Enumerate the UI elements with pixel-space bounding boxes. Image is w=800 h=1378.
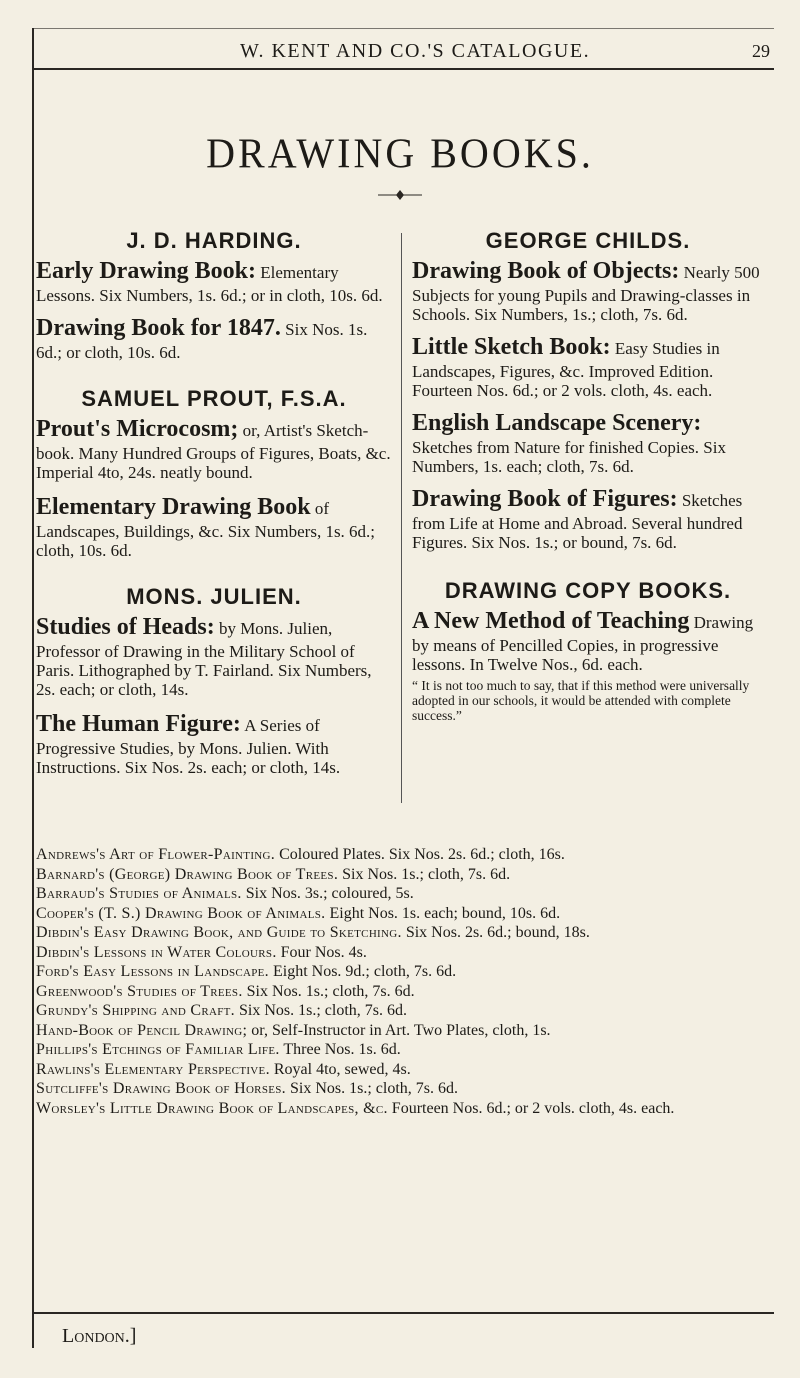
list-item (36, 904, 768, 924)
entry-title: English Landscape Scenery: (412, 410, 702, 436)
author-heading: J. D. HARDING. (126, 228, 302, 253)
entry-title: Studies of Heads: (36, 614, 215, 640)
list-item-title: Greenwood's Studies of Trees. (36, 982, 243, 1000)
catalogue-entry (412, 408, 764, 476)
author-heading: GEORGE CHILDS. (485, 228, 691, 253)
entry-desc: Sketches from Nature for finished Copies. Six Numbers, 1s. each; cloth, 7s. 6d. (412, 438, 726, 476)
entry-desc: Nearly 500 Subjects for young Pupils and Drawing-classes in Schools. Six Numbers, 1s.; cloth, 7s. 6d. (412, 263, 760, 324)
list-item-desc: Six Nos. 3s.; coloured, 5s. (245, 885, 414, 902)
entry-title: A New Method of Teaching (412, 608, 690, 634)
catalogue-entry (36, 313, 392, 362)
list-item (36, 1099, 768, 1119)
header-rule (32, 68, 774, 70)
catalogue-title: W. KENT AND CO.'S CATALOGUE. (239, 39, 591, 62)
catalogue-entry (36, 612, 392, 699)
entry-desc: A Series of Progressive Studies, by Mons. Julien. With Instructions. Six Nos. 2s. each; or cloth, 14s. (36, 716, 341, 777)
entry-desc: of Landscapes, Buildings, &c. Six Numbers, 1s. 6d.; cloth, 10s. 6d. (36, 499, 376, 560)
list-item-desc: Six Nos. 1s.; cloth, 7s. 6d. (342, 865, 511, 883)
footer-imprint: London.] (62, 1325, 137, 1347)
list-item-title: Sutcliffe's Drawing Book of Horses. (36, 1080, 286, 1097)
list-item-title: Grundy's Shipping and Craft. (36, 1002, 235, 1019)
list-item (36, 1021, 768, 1041)
list-item-title: Ford's Easy Lessons in Landscape. (36, 963, 269, 980)
author-heading: MONS. JULIEN. (126, 584, 302, 609)
catalogue-entry (412, 606, 764, 674)
list-item (36, 865, 768, 885)
entry-desc: or, Artist's Sketch-book. Many Hundred Groups of Figures, Boats, &c. Imperial 4to, 24s. neatly bound. (36, 421, 391, 482)
author-heading: DRAWING COPY BOOKS. (444, 578, 732, 603)
entry-desc: Drawing by means of Pencilled Copies, in progressive lessons. In Twelve Nos., 6d. each. (412, 613, 754, 674)
catalogue-entry (36, 414, 392, 482)
catalogue-entry (36, 256, 392, 305)
page-header (60, 36, 770, 66)
drawing-books-list (36, 845, 768, 1118)
list-item (36, 884, 768, 904)
left-column (36, 220, 392, 777)
entry-title: The Human Figure: (36, 711, 241, 737)
entry-desc: Six Nos. 1s. 6d.; or cloth, 10s. 6d. (36, 320, 368, 362)
list-item-desc: Six Nos. 1s.; cloth, 7s. 6d. (246, 982, 415, 1000)
entry-title: Little Sketch Book: (412, 334, 611, 360)
catalogue-entry (36, 492, 392, 560)
left-rule (32, 28, 34, 1348)
list-item-title: Cooper's (T. S.) Drawing Book of Animals. (36, 904, 326, 922)
list-item (36, 1040, 768, 1060)
list-item-title: Worsley's Little Drawing Book of Landscapes, &c. (36, 1099, 388, 1117)
list-item-desc: Eight Nos. 1s. each; bound, 10s. 6d. (329, 904, 561, 922)
list-item (36, 962, 768, 982)
review-quote: “ It is not too much to say, that if this method were universally adopted in our schools, it would be attended with complete success.” (412, 678, 750, 723)
entry-title: Prout's Microcosm; (36, 416, 239, 442)
list-item-desc: or, Self-Instructor in Art. Two Plates, cloth, 1s. (251, 1021, 551, 1039)
entry-desc: Sketches from Life at Home and Abroad. Several hundred Figures. Six Nos. 1s.; or bound, 7s. 6d. (412, 491, 743, 552)
list-item-desc: Six Nos. 2s. 6d.; bound, 18s. (405, 924, 590, 941)
list-item-desc: Three Nos. 1s. 6d. (283, 1041, 401, 1058)
list-item-desc: Coloured Plates. Six Nos. 2s. 6d.; cloth, 16s. (279, 846, 565, 863)
entry-title: Early Drawing Book: (36, 258, 257, 284)
diamond-ornament-icon (360, 189, 440, 201)
list-item (36, 982, 768, 1002)
right-column (412, 220, 764, 723)
catalogue-entry (412, 484, 764, 552)
list-item-title: Rawlins's Elementary Perspective. (36, 1060, 270, 1078)
catalogue-entry (412, 332, 764, 400)
entry-title: Drawing Book of Figures: (412, 486, 678, 512)
list-item (36, 1079, 768, 1099)
entry-desc: Easy Studies in Landscapes, Figures, &c. Improved Edition. Fourteen Nos. 6d.; or 2 vols. cloth, 4s. each. (412, 339, 720, 400)
catalogue-entry (412, 256, 764, 324)
list-item-desc: Six Nos. 1s.; cloth, 7s. 6d. (238, 1002, 407, 1019)
page-number: 29 (752, 40, 770, 61)
list-item (36, 1060, 768, 1080)
list-item-title: Barnard's (George) Drawing Book of Trees. (36, 865, 339, 883)
list-item-desc: Fourteen Nos. 6d.; or 2 vols. cloth, 4s. each. (391, 1099, 675, 1117)
list-item-title: Dibdin's Easy Drawing Book, and Guide to Sketching. (36, 924, 402, 941)
section-title: DRAWING BOOKS. (206, 129, 594, 178)
list-item-title: Phillips's Etchings of Familiar Life. (36, 1041, 280, 1058)
list-item-desc: Royal 4to, sewed, 4s. (273, 1060, 411, 1078)
entry-title: Elementary Drawing Book (36, 494, 311, 520)
list-item (36, 943, 768, 963)
outer-top-rule (32, 28, 774, 29)
list-item-title: Hand-Book of Pencil Drawing; (36, 1021, 248, 1039)
list-item (36, 923, 768, 943)
bottom-rule (32, 1312, 774, 1314)
list-item-title: Barraud's Studies of Animals. (36, 885, 242, 902)
list-item-desc: Eight Nos. 9d.; cloth, 7s. 6d. (272, 963, 457, 980)
list-item (36, 1001, 768, 1021)
entry-desc: by Mons. Julien, Professor of Drawing in the Military School of Paris. Lithographed by T. Fairland. Six Numbers, 2s. each; or cloth, 14s. (36, 619, 372, 699)
list-item-title: Dibdin's Lessons in Water Colours. (36, 943, 277, 961)
catalogue-entry (36, 709, 392, 777)
author-heading: SAMUEL PROUT, F.S.A. (81, 386, 347, 411)
list-item-desc: Four Nos. 4s. (280, 943, 367, 961)
list-item-desc: Six Nos. 1s.; cloth, 7s. 6d. (289, 1080, 458, 1097)
entry-title: Drawing Book for 1847. (36, 315, 281, 341)
entry-title: Drawing Book of Objects: (412, 258, 680, 284)
list-item-title: Andrews's Art of Flower-Painting. (36, 846, 276, 863)
entry-desc: Elementary Lessons. Six Numbers, 1s. 6d.; or in cloth, 10s. 6d. (36, 263, 383, 305)
column-divider (401, 233, 402, 803)
list-item (36, 845, 768, 865)
